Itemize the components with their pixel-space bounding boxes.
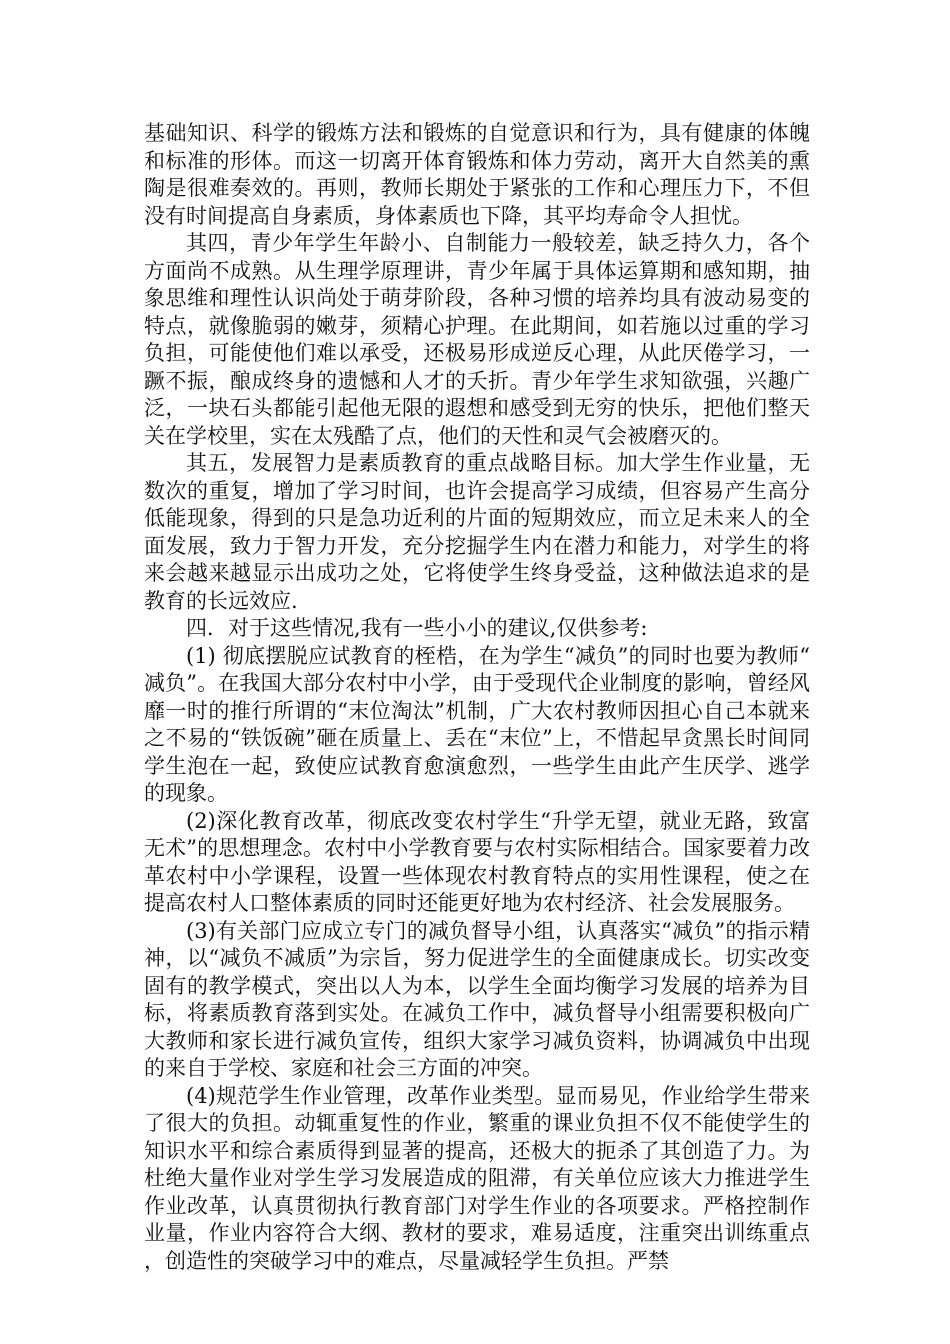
paragraph-suggestion-2: (2)深化教育改革，彻底改变农村学生“升学无望，就业无路，致富无术”的思想理念。农村中小学教育要与农村实际相结合。国家要着力改革农村中小学课程，设置一些体现农村教育特点的实用性课程，使之在提高农村人口整体素质的同时还能更好地为农村经济、社会发展服务。 [144, 808, 810, 915]
paragraph-point-four: 其四，青少年学生年龄小、自制能力一般较差，缺乏持久力，各个方面尚不成熟。从生理学原理讲，青少年属于具体运算期和感知期，抽象思维和理性认识尚处于萌芽阶段，各种习惯的培养均具有波动易变的特点，就像脆弱的嫩芽，须精心护理。在此期间，如若施以过重的学习负担，可能使他们难以承受，还极易形成逆反心理，从此厌倦学习，一蹶不振，酿成终身的遗憾和人才的夭折。青少年学生求知欲强，兴趣广泛，一块石头都能引起他无限的遐想和感受到无穷的快乐，把他们整天关在学校里，实在太残酷了点，他们的天性和灵气会被磨灭的。 [144, 231, 810, 448]
document-body [144, 120, 810, 1275]
paragraph-suggestion-3: (3)有关部门应成立专门的减负督导小组，认真落实“减负”的指示精神，以“减负不减质”为宗旨，努力促进学生的全面健康成长。切实改变固有的教学模式，突出以人为本，以学生全面均衡学习发展的培养为目标，将素质教育落到实处。在减负工作中，减负督导小组需要积极向广大教师和家长进行减负宣传，组织大家学习减负资料，协调减负中出现的来自于学校、家庭和社会三方面的冲突。 [144, 918, 810, 1080]
paragraph-suggestion-1: (1) 彻底摆脱应试教育的桎梏，在为学生“减负”的同时也要为教师“减负”。在我国大部分农村中小学，由于受现代企业制度的影响，曾经风靡一时的推行所谓的“末位淘汰”机制，广大农村教师因担心自己本就来之不易的“铁饭碗”砸在质量上、丢在“末位”上，不惜起早贪黑长时间同学生泡在一起，致使应试教育愈演愈烈，一些学生由此产生厌学、逃学的现象。 [144, 643, 810, 805]
paragraph-continuation: 基础知识、科学的锻炼方法和锻炼的自觉意识和行为，具有健康的体魄和标准的形体。而这一切离开体育锻炼和体力劳动，离开大自然美的熏陶是很难奏效的。再则，教师长期处于紧张的工作和心理压力下，不但没有时间提高自身素质，身体素质也下降，其平均寿命令人担忧。 [144, 121, 810, 228]
paragraph-suggestion-4: (4)规范学生作业管理，改革作业类型。显而易见，作业给学生带来了很大的负担。动辄重复性的作业，繁重的课业负担不仅不能使学生的知识水平和综合素质得到显著的提高，还极大的扼杀了其创造了力。为杜绝大量作业对学生学习发展造成的阻滞，有关单位应该大力推进学生作业改革，认真贯彻执行教育部门对学生作业的各项要求。严格控制作业量，作业内容符合大纲、教材的要求，难易适度，注重突出训练重点，创造性的突破学习中的难点，尽量减轻学生负担。严禁 [144, 1083, 810, 1273]
section-heading-suggestions: 四．对于这些情况,我有一些小小的建议,仅供参考: [186, 616, 648, 640]
paragraph-point-five: 其五，发展智力是素质教育的重点战略目标。加大学生作业量，无数次的重复，增加了学习时间，也许会提高学习成绩，但容易产生高分低能现象，得到的只是急功近利的片面的短期效应，而立足未来人的全面发展，致力于智力开发，充分挖掘学生内在潜力和能力，对学生的将来会越来越显示出成功之处，它将使学生终身受益，这种做法追求的是教育的长远效应. [144, 451, 810, 613]
